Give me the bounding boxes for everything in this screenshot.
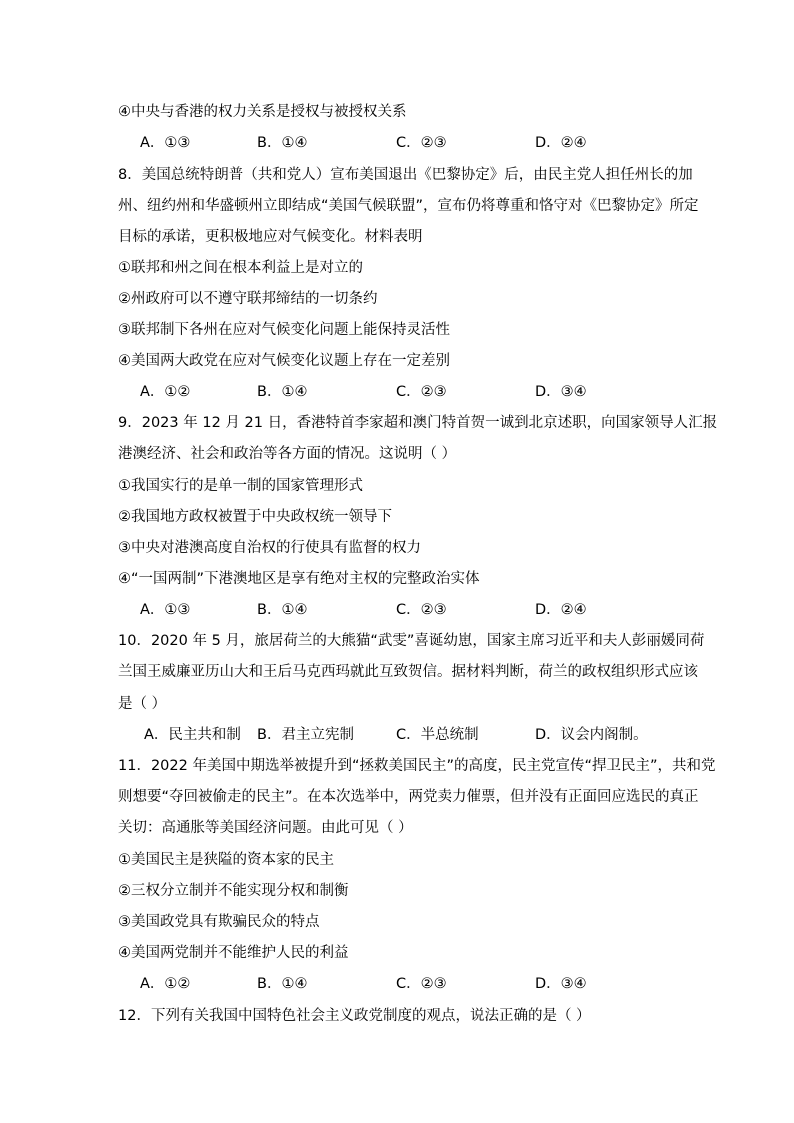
q9-option-a: A．①③ bbox=[140, 602, 191, 618]
q10-option-c: C．半总统制 bbox=[396, 727, 479, 743]
q10-options bbox=[140, 725, 648, 745]
q7-option-a: A．①③ bbox=[140, 135, 191, 151]
q8-stem-line-2: 州、纽约州和华盛顿州立即结成“美国气候联盟”，宣布仍将尊重和恪守对《巴黎协定》所定 bbox=[118, 198, 699, 214]
q9-stem-line-2: 港澳经济、社会和政治等各方面的情况。这说明（ ） bbox=[118, 446, 457, 462]
q9-option-d: D．②④ bbox=[535, 602, 587, 618]
q8-option-d: D．③④ bbox=[535, 384, 587, 400]
q8-stem-line-3: 目标的承诺，更积极地应对气候变化。材料表明 bbox=[118, 229, 423, 245]
q7-option-d: D．②④ bbox=[535, 135, 587, 151]
q12-stem: 12．下列有关我国中国特色社会主义政党制度的观点，说法正确的是（ ） bbox=[118, 1008, 591, 1024]
q10-option-d: D．议会内阁制。 bbox=[535, 727, 648, 743]
q8-options bbox=[140, 382, 620, 402]
q9-option-c: C．②③ bbox=[396, 602, 447, 618]
q9-item-4: ④“一国两制”下港澳地区是享有绝对主权的完整政治实体 bbox=[118, 571, 480, 587]
q8-option-b: B．①④ bbox=[257, 384, 308, 400]
q8-item-4: ④美国两大政党在应对气候变化议题上存在一定差别 bbox=[118, 353, 450, 369]
q7-option-c: C．②③ bbox=[396, 135, 447, 151]
q8-item-3: ③联邦制下各州在应对气候变化问题上能保持灵活性 bbox=[118, 322, 450, 338]
q9-item-2: ②我国地方政权被置于中央政权统一领导下 bbox=[118, 509, 392, 525]
q11-item-3: ③美国政党具有欺骗民众的特点 bbox=[118, 914, 320, 930]
q8-option-a: A．①② bbox=[140, 384, 191, 400]
q11-stem-line-2: 则想要“夺回被偷走的民主”。在本次选举中，两党卖力催票，但并没有正面回应选民的真正 bbox=[118, 789, 699, 805]
q11-stem-line-1: 11．2022 年美国中期选举被提升到“拯救美国民主”的高度，民主党宣传“捍卫民主”，共和党 bbox=[118, 758, 716, 774]
q7-item-4: ④中央与香港的权力关系是授权与被授权关系 bbox=[118, 104, 407, 120]
q11-option-d: D．③④ bbox=[535, 976, 587, 992]
q9-item-1: ①我国实行的是单一制的国家管理形式 bbox=[118, 478, 363, 494]
q11-option-b: B．①④ bbox=[257, 976, 308, 992]
q8-item-2: ②州政府可以不遵守联邦缔结的一切条约 bbox=[118, 291, 378, 307]
q7-options bbox=[140, 133, 620, 153]
q10-stem-line-3: 是（ ） bbox=[118, 696, 167, 712]
q11-option-a: A．①② bbox=[140, 976, 191, 992]
q11-options bbox=[140, 974, 620, 994]
q11-item-1: ①美国民主是狭隘的资本家的民主 bbox=[118, 852, 334, 868]
q9-options bbox=[140, 600, 620, 620]
q9-item-3: ③中央对港澳高度自治权的行使具有监督的权力 bbox=[118, 540, 421, 556]
q11-stem-line-3: 关切：高通胀等美国经济问题。由此可见（ ） bbox=[118, 820, 413, 836]
q9-option-b: B．①④ bbox=[257, 602, 308, 618]
q11-item-2: ②三权分立制并不能实现分权和制衡 bbox=[118, 883, 349, 899]
q10-stem-line-1: 10．2020 年 5 月，旅居荷兰的大熊猫“武雯”喜诞幼崽，国家主席习近平和夫人彭丽媛同荷 bbox=[118, 633, 705, 649]
q10-option-a: A．民主共和制 bbox=[144, 727, 241, 743]
q8-stem-line-1: 8．美国总统特朗普（共和党人）宣布美国退出《巴黎协定》后，由民主党人担任州长的加 bbox=[118, 167, 693, 183]
q10-stem-line-2: 兰国王威廉亚历山大和王后马克西玛就此互致贺信。据材料判断，荷兰的政权组织形式应该 bbox=[118, 664, 698, 680]
q8-option-c: C．②③ bbox=[396, 384, 447, 400]
q8-item-1: ①联邦和州之间在根本利益上是对立的 bbox=[118, 260, 363, 276]
q11-option-c: C．②③ bbox=[396, 976, 447, 992]
q7-option-b: B．①④ bbox=[257, 135, 308, 151]
q10-option-b: B．君主立宪制 bbox=[257, 727, 354, 743]
q9-stem-line-1: 9．2023 年 12 月 21 日，香港特首李家超和澳门特首贺一诚到北京述职，向国家领导人汇报 bbox=[118, 415, 718, 431]
q11-item-4: ④美国两党制并不能维护人民的利益 bbox=[118, 945, 349, 961]
